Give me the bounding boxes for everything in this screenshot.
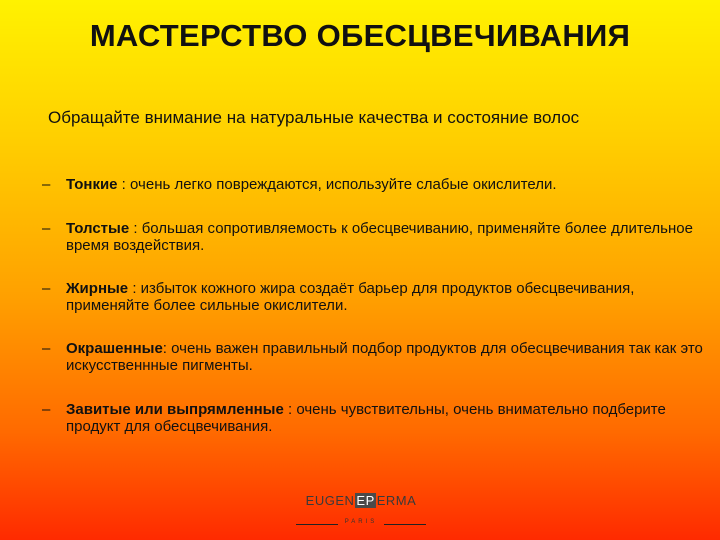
list-item-text: : очень легко повреждаются, используйте слабые окислители. xyxy=(117,176,557,193)
logo-rule-left xyxy=(296,524,338,525)
list-item-text: : большая сопротивляемость к обесцвечиванию, применяйте более длительное время воздействия. xyxy=(66,220,693,254)
logo-text-box: EP xyxy=(356,493,375,508)
list-item-text: : очень важен правильный подбор продуктов для обесцвечивания так как это искусственнные пигменты. xyxy=(66,340,703,374)
list-item-term: Тонкие xyxy=(66,176,118,193)
list-item-term: Жирные xyxy=(66,280,129,297)
brand-logo xyxy=(296,493,426,531)
list-dash: – xyxy=(42,401,51,418)
slide-subtitle: Обращайте внимание на натуральные качества и состояние волос xyxy=(48,108,580,127)
slide-title: МАСТЕРСТВО ОБЕСЦВЕЧИВАНИЯ xyxy=(89,18,631,53)
brand-logo-wordmark xyxy=(296,493,426,508)
list-dash: – xyxy=(42,280,51,297)
list-dash: – xyxy=(42,220,51,237)
list-dash: – xyxy=(42,340,51,357)
logo-text-pre: EUGEN xyxy=(305,493,355,508)
logo-rule-right xyxy=(384,524,426,525)
list-item-text: : избыток кожного жира создаёт барьер для продуктов обесцвечивания, применяйте более сильные окислители. xyxy=(66,280,635,314)
list-item-term: Завитые или выпрямленные xyxy=(66,401,284,418)
list-item-text: : очень чувствительны, очень внимательно подберите продукт для обесцвечивания. xyxy=(66,401,666,435)
list-dash: – xyxy=(42,176,51,193)
logo-subtext: PARIS xyxy=(344,519,378,525)
list-item-term: Окрашенные xyxy=(66,340,163,357)
logo-text-post: ERMA xyxy=(376,493,417,508)
list-item-term: Толстые xyxy=(66,220,130,237)
